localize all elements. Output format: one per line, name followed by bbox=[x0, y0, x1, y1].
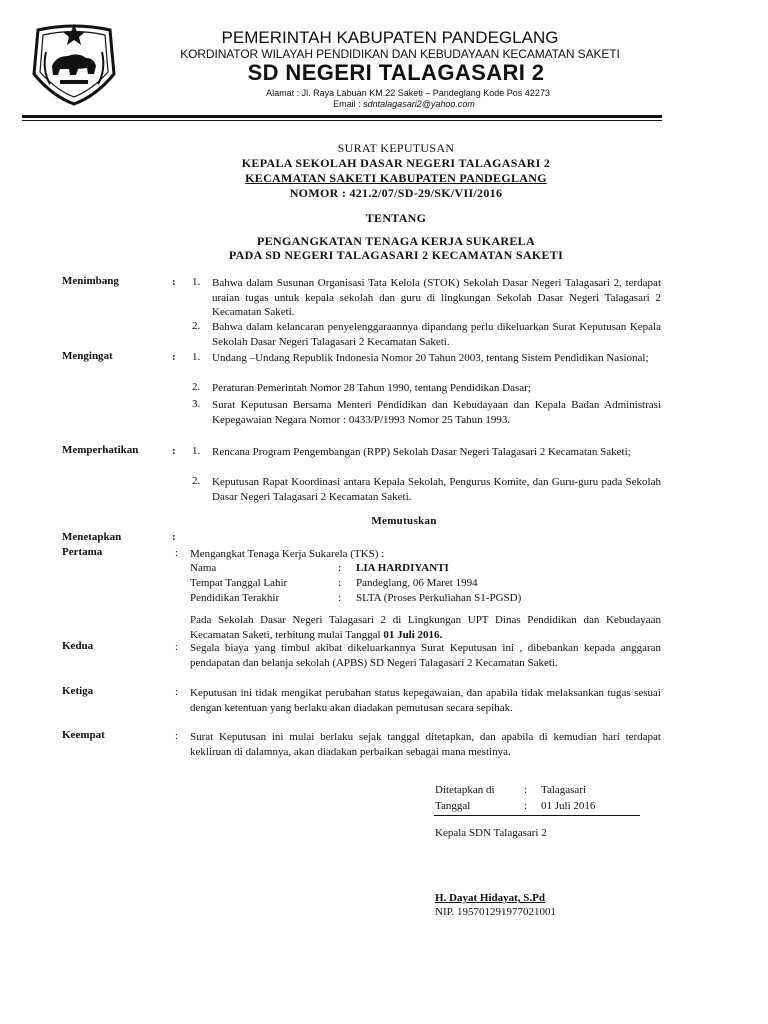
pendidikan-label: Pendidikan Terakhir bbox=[190, 592, 280, 604]
section-colon: : bbox=[172, 351, 176, 363]
start-date: 01 Juli 2016. bbox=[383, 628, 443, 641]
subject-line-2: PADA SD NEGERI TALAGASARI 2 KECAMATAN SAKETI bbox=[228, 248, 564, 262]
letterhead-rule-thin bbox=[22, 120, 662, 121]
ditetapkan-label: Ditetapkan di bbox=[435, 784, 495, 796]
list-item: Rencana Program Pengembangan (RPP) Sekolah Dasar Negeri Talagasari 2 Kecamatan Saketi; bbox=[212, 446, 631, 458]
list-number: 2. bbox=[192, 381, 201, 393]
list-item: Undang –Undang Republik Indonesia Nomor 20 Tahun 2003, tentang Sistem Pendidikan Nasional; bbox=[212, 352, 649, 364]
letterhead-address: Alamat : Jl. Raya Labuan KM.22 Saketi – Pandeglang Kode Pos 42273 bbox=[266, 88, 550, 98]
title-line-3: KECAMATAN SAKETI KABUPATEN PANDEGLANG bbox=[245, 171, 547, 185]
ttl-colon: : bbox=[338, 577, 342, 589]
ttl-value: Pandeglang, 06 Maret 1994 bbox=[356, 577, 478, 589]
nama-colon: : bbox=[338, 562, 342, 574]
section-colon: : bbox=[175, 730, 179, 742]
pertama-paragraph: Pada Sekolah Dasar Negeri Talagasari 2 di Lingkungan UPT Dinas Pendidikan dan Kebudayaan Kecamatan Saketi, terhitung mulai Tanggal 01 Juli 2016. bbox=[190, 614, 661, 641]
memutuskan-heading: Memutuskan bbox=[371, 515, 437, 527]
section-colon: : bbox=[175, 641, 179, 653]
list-item: Bahwa dalam Susunan Organisasi Tata Kelola (STOK) Sekolah Dasar Negeri Talagasari 2, terdapat uraian tugas untuk kepala sekolah dan guru di lingkungan Sekolah Dasar Negeri Talagasari 2 Kecamatan Saketi. bbox=[212, 277, 661, 318]
section-label-ketiga: Ketiga bbox=[62, 685, 94, 697]
ttl-label: Tempat Tanggal Lahir bbox=[190, 577, 288, 589]
list-number: 3. bbox=[192, 398, 201, 410]
title-line-2: KEPALA SEKOLAH DASAR NEGERI TALAGASARI 2 bbox=[241, 156, 551, 170]
section-colon: : bbox=[175, 547, 179, 559]
kedua-text: Segala biaya yang timbul akibat dikeluarkannya Surat Keputusan ini , dibebankan kepada anggaran pendapatan dan belanja sekolah (APBS) SD Negeri Talagasari 2 Kecamatan Saketi. bbox=[190, 642, 661, 669]
letterhead-school-name: SD NEGERI TALAGASARI 2 bbox=[247, 60, 545, 85]
nama-value: LIA HARDIYANTI bbox=[356, 562, 449, 574]
section-label-mengingat: Mengingat bbox=[62, 350, 113, 362]
signatory-position: Kepala SDN Talagasari 2 bbox=[435, 827, 547, 839]
list-item: Surat Keputusan Bersama Menteri Pendidikan dan Kebudayaan dan Kepala Badan Administrasi Kepegawaian Negara Nomor : 0433/P/1993 Nomor 25 Tahun 1993. bbox=[212, 399, 661, 426]
section-colon: : bbox=[175, 686, 179, 698]
section-label-keempat: Keempat bbox=[62, 729, 105, 741]
email-value: sdntalagasari2@yahoo.com bbox=[363, 99, 475, 109]
nama-label: Nama bbox=[190, 562, 217, 574]
section-label-pertama: Pertama bbox=[62, 546, 103, 558]
section-colon: : bbox=[172, 445, 176, 457]
pendidikan-value: SLTA (Proses Perkuliahan S1-PGSD) bbox=[356, 592, 522, 604]
list-number: 2. bbox=[192, 475, 201, 487]
section-colon: : bbox=[172, 531, 176, 543]
list-item: Keputusan Rapat Koordinasi antara Kepala Sekolah, Pengurus Komite, dan Guru-guru pada Sekolah Dasar Negeri Talagasari 2 Kecamatan Saketi. bbox=[212, 476, 661, 503]
signatory-nip: NIP. 195701291977021001 bbox=[435, 906, 557, 918]
keempat-text: Surat Keputusan ini mulai berlaku sejak tanggal ditetapkan, dan apabila di kemudian hari terdapat kekliruan di dalamnya, akan diadakan perbaikan sebagai mana mestinya. bbox=[190, 731, 661, 758]
section-label-memperhatikan: Memperhatikan bbox=[62, 444, 139, 456]
tanggal-value: 01 Juli 2016 bbox=[541, 800, 596, 812]
pertama-intro: Mengangkat Tenaga Kerja Sukarela (TKS) : bbox=[190, 548, 385, 560]
email-label: Email : bbox=[333, 99, 364, 109]
list-item: Bahwa dalam kelancaran penyelenggaraannya dipandang perlu dikeluarkan Surat Keputusan Kepala Sekolah Dasar Negeri Talagasari 2 Kecamatan Saketi. bbox=[212, 321, 661, 348]
subject-line-1: PENGANGKATAN TENAGA KERJA SUKARELA bbox=[257, 234, 535, 248]
ditetapkan-colon: : bbox=[524, 784, 528, 796]
section-label-menimbang: Menimbang bbox=[62, 275, 119, 287]
ditetapkan-value: Talagasari bbox=[541, 784, 587, 796]
section-label-kedua: Kedua bbox=[62, 640, 94, 652]
list-number: 2. bbox=[192, 320, 201, 332]
list-number: 1. bbox=[192, 276, 201, 288]
section-label-menetapkan: Menetapkan bbox=[62, 531, 122, 543]
letterhead-government: PEMERINTAH KABUPATEN PANDEGLANG bbox=[221, 28, 559, 47]
tanggal-label: Tanggal bbox=[435, 800, 471, 812]
list-number: 1. bbox=[192, 445, 201, 457]
section-colon: : bbox=[172, 276, 176, 288]
list-number: 1. bbox=[192, 351, 201, 363]
tanggal-colon: : bbox=[524, 800, 528, 812]
title-number: NOMOR : 421.2/07/SD-29/SK/VII/2016 bbox=[289, 186, 503, 200]
signatory-name: H. Dayat Hidayat, S.Pd bbox=[435, 892, 546, 904]
tanggal-underline bbox=[434, 815, 640, 816]
title-line-1: SURAT KEPUTUSAN bbox=[337, 141, 455, 155]
letterhead-email bbox=[0, 99, 768, 109]
pendidikan-colon: : bbox=[338, 592, 342, 604]
ketiga-text: Keputusan ini tidak mengikat perubahan status kepegawaian, dan apabila tidak melaksankan tugas sesuai dengan ketentuan yang berlaku akan diadakan pemutusan secara sepihak. bbox=[190, 687, 661, 714]
list-item: Peraturan Pemerintah Nomor 28 Tahun 1990, tentang Pendidikan Dasar; bbox=[212, 382, 531, 394]
letterhead-rule-thick bbox=[22, 115, 662, 118]
letterhead-office: KORDINATOR WILAYAH PENDIDIKAN DAN KEBUDAYAAN KECAMATAN SAKETI bbox=[180, 47, 620, 61]
title-tentang: TENTANG bbox=[365, 211, 427, 225]
